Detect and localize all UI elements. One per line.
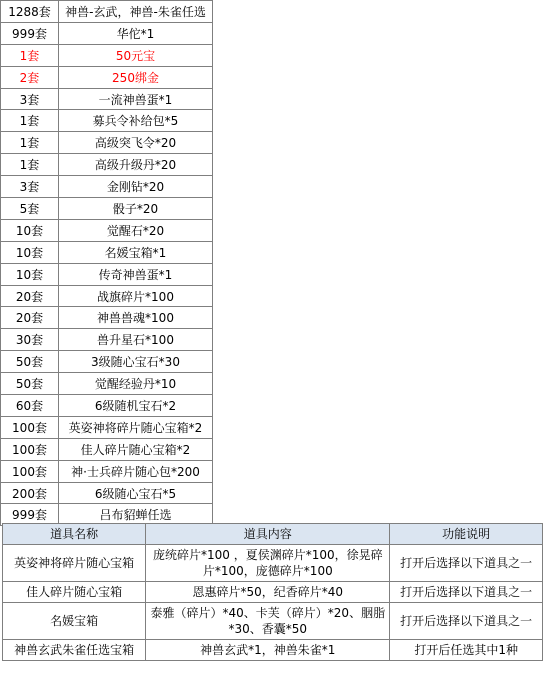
quantity-cell: 10套	[1, 241, 59, 263]
item-function-cell: 打开后选择以下道具之一	[390, 603, 543, 640]
reward-item-cell: 3级随心宝石*30	[59, 351, 213, 373]
item-function-cell: 打开后选择以下道具之一	[390, 582, 543, 603]
quantity-cell: 20套	[1, 285, 59, 307]
item-info-table	[2, 523, 543, 661]
reward-item-cell: 名媛宝箱*1	[59, 241, 213, 263]
item-info-header-row	[3, 524, 543, 545]
quantity-cell: 50套	[1, 373, 59, 395]
reward-item-cell: 英姿神将碎片随心宝箱*2	[59, 416, 213, 438]
reward-item-cell: 兽升星石*100	[59, 329, 213, 351]
table-row	[3, 545, 543, 582]
table-row	[1, 88, 213, 110]
reward-item-cell: 战旗碎片*100	[59, 285, 213, 307]
table-row	[1, 198, 213, 220]
table-row	[1, 132, 213, 154]
item-content-cell: 庞统碎片*100 ，夏侯渊碎片*100，徐晃碎片*100，庞德碎片*100	[146, 545, 390, 582]
quantity-cell: 100套	[1, 438, 59, 460]
quantity-cell: 100套	[1, 460, 59, 482]
table-row	[3, 582, 543, 603]
quantity-cell: 20套	[1, 307, 59, 329]
reward-table-body	[1, 1, 213, 526]
table-row	[1, 307, 213, 329]
reward-item-cell: 一流神兽蛋*1	[59, 88, 213, 110]
table-row	[1, 241, 213, 263]
table-row	[1, 351, 213, 373]
reward-item-cell: 250绑金	[59, 66, 213, 88]
item-content-cell: 恩惠碎片*50，纪香碎片*40	[146, 582, 390, 603]
reward-item-cell: 金刚钻*20	[59, 176, 213, 198]
quantity-cell: 5套	[1, 198, 59, 220]
reward-item-cell: 觉醒经验丹*10	[59, 373, 213, 395]
quantity-cell: 999套	[1, 504, 59, 526]
quantity-cell: 3套	[1, 88, 59, 110]
item-name-cell: 佳人碎片随心宝箱	[3, 582, 146, 603]
reward-item-cell: 神·士兵碎片随心包*200	[59, 460, 213, 482]
quantity-cell: 10套	[1, 263, 59, 285]
reward-item-cell: 高级突飞令*20	[59, 132, 213, 154]
table-row	[1, 44, 213, 66]
quantity-cell: 100套	[1, 416, 59, 438]
table-row	[1, 154, 213, 176]
quantity-cell: 1套	[1, 132, 59, 154]
table-row	[1, 416, 213, 438]
table-row	[3, 603, 543, 640]
reward-item-cell: 佳人碎片随心宝箱*2	[59, 438, 213, 460]
table-row	[1, 460, 213, 482]
table-row	[1, 176, 213, 198]
reward-item-cell: 50元宝	[59, 44, 213, 66]
reward-item-cell: 传奇神兽蛋*1	[59, 263, 213, 285]
reward-item-cell: 6级随心宝石*5	[59, 482, 213, 504]
table-row	[1, 285, 213, 307]
reward-item-cell: 募兵令补给包*5	[59, 110, 213, 132]
reward-item-cell: 华佗*1	[59, 22, 213, 44]
header-item-name: 道具名称	[3, 524, 146, 545]
quantity-cell: 3套	[1, 176, 59, 198]
header-function: 功能说明	[390, 524, 543, 545]
table-row	[3, 640, 543, 661]
table-row	[1, 395, 213, 417]
table-row	[1, 22, 213, 44]
quantity-cell: 999套	[1, 22, 59, 44]
item-function-cell: 打开后任选其中1种	[390, 640, 543, 661]
item-name-cell: 神兽玄武朱雀任选宝箱	[3, 640, 146, 661]
quantity-cell: 10套	[1, 219, 59, 241]
item-function-cell: 打开后选择以下道具之一	[390, 545, 543, 582]
reward-item-cell: 6级随机宝石*2	[59, 395, 213, 417]
reward-item-cell: 神兽兽魂*100	[59, 307, 213, 329]
table-row	[1, 66, 213, 88]
reward-item-cell: 神兽-玄武，神兽-朱雀任选	[59, 1, 213, 23]
quantity-cell: 60套	[1, 395, 59, 417]
quantity-cell: 1套	[1, 44, 59, 66]
table-row	[1, 219, 213, 241]
table-row	[1, 110, 213, 132]
item-info-table-body	[3, 524, 543, 661]
quantity-cell: 1套	[1, 154, 59, 176]
reward-item-cell: 高级升级丹*20	[59, 154, 213, 176]
table-row	[1, 263, 213, 285]
item-name-cell: 英姿神将碎片随心宝箱	[3, 545, 146, 582]
reward-item-cell: 吕布貂蝉任选	[59, 504, 213, 526]
quantity-cell: 2套	[1, 66, 59, 88]
reward-table	[0, 0, 213, 526]
table-row	[1, 482, 213, 504]
reward-item-cell: 骰子*20	[59, 198, 213, 220]
quantity-cell: 30套	[1, 329, 59, 351]
reward-item-cell: 觉醒石*20	[59, 219, 213, 241]
quantity-cell: 50套	[1, 351, 59, 373]
quantity-cell: 200套	[1, 482, 59, 504]
quantity-cell: 1288套	[1, 1, 59, 23]
header-item-content: 道具内容	[146, 524, 390, 545]
quantity-cell: 1套	[1, 110, 59, 132]
table-row	[1, 329, 213, 351]
table-row	[1, 373, 213, 395]
item-content-cell: 神兽玄武*1，神兽朱雀*1	[146, 640, 390, 661]
item-name-cell: 名媛宝箱	[3, 603, 146, 640]
table-row	[1, 1, 213, 23]
item-content-cell: 泰雅（碎片）*40、卡芙（碎片）*20、胭脂*30、香囊*50	[146, 603, 390, 640]
table-row	[1, 438, 213, 460]
